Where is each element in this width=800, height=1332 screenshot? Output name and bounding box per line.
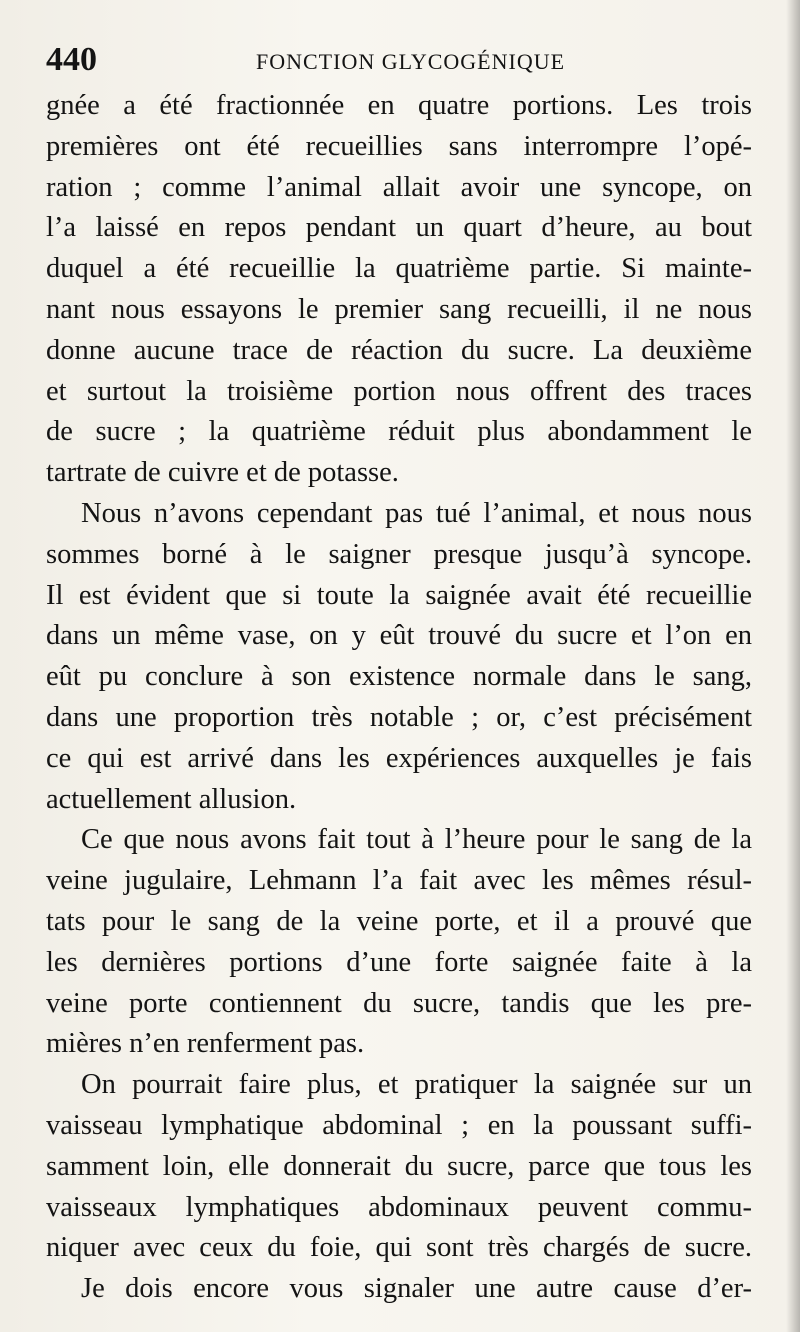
text-line: premières ont été recueillies sans interrompre l’opé- — [46, 130, 752, 162]
text-line: dans une proportion très notable ; or, c’est précisément — [46, 701, 752, 733]
body-text — [46, 86, 752, 1310]
text-line: dans un même vase, on y eût trouvé du sucre et l’on en — [46, 620, 752, 652]
text-line: Il est évident que si toute la saignée avait été recueillie — [46, 579, 752, 611]
text-line: niquer avec ceux du foie, qui sont très chargés de sucre. — [46, 1232, 752, 1264]
text-line: eût pu conclure à son existence normale dans le sang, — [46, 661, 752, 693]
text-line: ration ; comme l’animal allait avoir une syncope, on — [46, 171, 752, 203]
page-header — [46, 36, 760, 86]
text-line: nant nous essayons le premier sang recueilli, il ne nous — [46, 293, 752, 325]
text-line: et surtout la troisième portion nous offrent des traces — [46, 375, 752, 407]
text-line: tartrate de cuivre et de potasse. — [46, 457, 399, 489]
running-head: FONCTION GLYCOGÉNIQUE — [256, 49, 566, 74]
text-line: Ce que nous avons fait tout à l’heure pour le sang de la — [81, 824, 752, 856]
text-line: gnée a été fractionnée en quatre portions. Les trois — [46, 90, 752, 121]
text-line: donne aucune trace de réaction du sucre. La deuxième — [46, 334, 752, 366]
text-line: les dernières portions d’une forte saignée faite à la — [46, 946, 752, 978]
text-line: Je dois encore vous signaler une autre cause d’er- — [81, 1273, 752, 1305]
text-line: On pourrait faire plus, et pratiquer la saignée sur un — [81, 1069, 752, 1101]
text-line: mières n’en renferment pas. — [46, 1028, 365, 1060]
text-line: actuellement allusion. — [46, 783, 297, 815]
text-line: samment loin, elle donnerait du sucre, parce que tous les — [46, 1150, 752, 1182]
text-line: vaisseaux lymphatiques abdominaux peuvent commu- — [46, 1191, 752, 1223]
text-line: de sucre ; la quatrième réduit plus abondamment le — [46, 416, 752, 448]
text-line: duquel a été recueillie la quatrième partie. Si mainte- — [46, 253, 752, 285]
page-number: 440 — [46, 41, 97, 78]
text-line: ce qui est arrivé dans les expériences auxquelles je fais — [46, 742, 752, 774]
page-edge-shadow — [786, 0, 800, 1332]
text-line: veine porte contiennent du sucre, tandis que les pre- — [46, 987, 752, 1019]
text-line: Nous n’avons cependant pas tué l’animal, et nous nous — [81, 497, 752, 529]
text-line: vaisseau lymphatique abdominal ; en la poussant suffi- — [46, 1109, 752, 1141]
text-line: l’a laissé en repos pendant un quart d’heure, au bout — [46, 212, 752, 244]
text-line: tats pour le sang de la veine porte, et il a prouvé que — [46, 905, 752, 937]
text-line: veine jugulaire, Lehmann l’a fait avec les mêmes résul- — [46, 865, 752, 897]
text-line: sommes borné à le saigner presque jusqu’à syncope. — [46, 538, 752, 570]
